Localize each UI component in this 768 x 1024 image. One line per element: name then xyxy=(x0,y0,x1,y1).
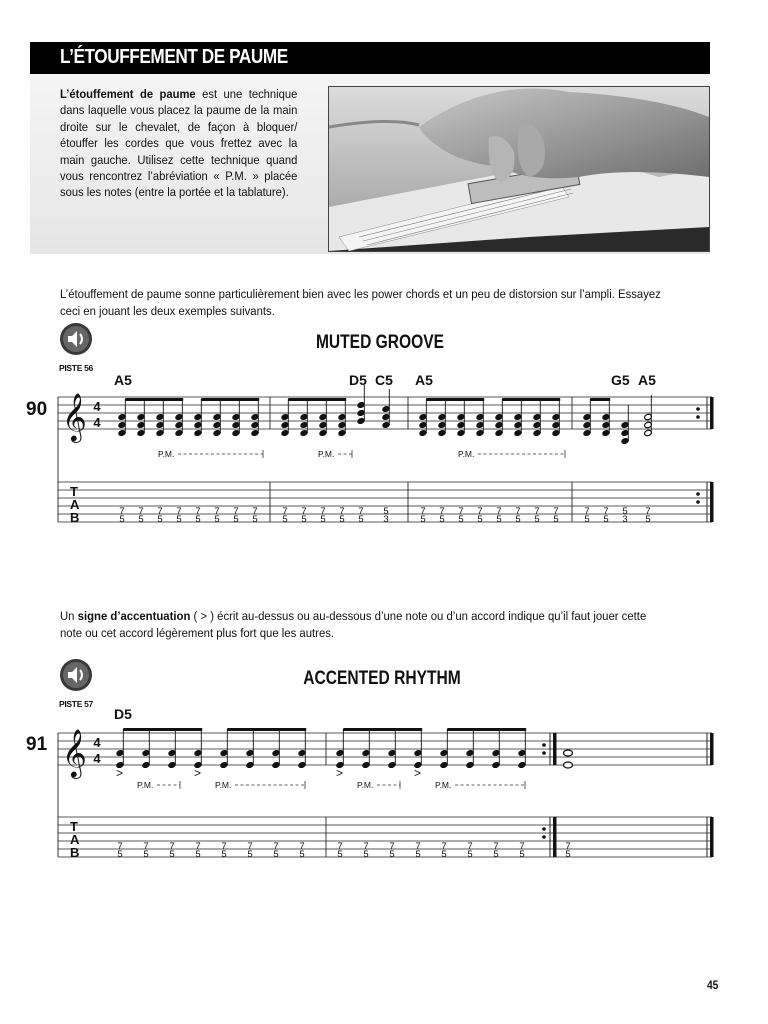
tab-number: 5 xyxy=(214,514,220,525)
tab-number: 5 xyxy=(496,514,502,525)
tab-number: 7 xyxy=(138,506,144,517)
tab-number: 7 xyxy=(515,506,521,517)
final-barline xyxy=(710,733,714,765)
tab-number: 5 xyxy=(358,514,364,525)
tab-number: 5 xyxy=(233,514,239,525)
final-barline xyxy=(710,817,714,857)
example-title-accented-rhythm: ACCENTED RHYTHM xyxy=(303,668,461,689)
tab-number: 5 xyxy=(169,849,175,860)
palm-mute-label: P.M. xyxy=(458,449,475,459)
tab-number: 5 xyxy=(247,849,253,860)
tab-number: 5 xyxy=(195,849,201,860)
tab-number: 5 xyxy=(584,514,590,525)
tab-number: 7 xyxy=(496,506,502,517)
tab-number: 7 xyxy=(467,841,473,852)
time-signature-top: 4 xyxy=(93,399,101,414)
chord-symbol: A5 xyxy=(415,372,433,388)
tab-number: 7 xyxy=(195,841,201,852)
track-label: PISTE 57 xyxy=(59,699,93,709)
accent-term: signe d’accentuation xyxy=(77,609,191,623)
tab-number: 7 xyxy=(195,506,201,517)
treble-clef-icon: 𝄞 xyxy=(62,729,87,776)
accent-mark: > xyxy=(336,766,344,780)
intro-bold-term: L’étouffement de paume xyxy=(60,87,196,101)
tab-number: 7 xyxy=(441,841,447,852)
tab-letter-a: A xyxy=(70,832,80,847)
example-number-91: 91 xyxy=(26,734,48,755)
tab-letter-t: T xyxy=(70,819,78,834)
intro-body: est une technique dans laquelle vous placez la paume de la main droite sur le chevalet, de façon à bloquer/étouffer les cordes que vous frettez avec la main gauche. Utilisez cette technique quand vous rencontrez l’abréviation « P.M. » placée sous les notes (entre la portée et la tablature). xyxy=(60,87,298,200)
section-title: L’ÉTOUFFEMENT DE PAUME xyxy=(60,46,288,68)
tab-number: 7 xyxy=(299,841,305,852)
chord-symbol: A5 xyxy=(114,372,132,388)
tab-number: 5 xyxy=(565,849,571,860)
tab-number: 5 xyxy=(252,514,258,525)
whole-note xyxy=(564,762,573,768)
tab-letter-t: T xyxy=(70,484,78,499)
tab-number: 7 xyxy=(252,506,258,517)
tab-number: 5 xyxy=(138,514,144,525)
repeat-dot xyxy=(542,835,546,839)
tab-number: 5 xyxy=(467,849,473,860)
tab-letter-b: B xyxy=(70,845,80,860)
tab-number: 5 xyxy=(339,514,345,525)
tab-number: 5 xyxy=(553,514,559,525)
tab-number: 5 xyxy=(383,506,389,517)
tab-number: 5 xyxy=(603,514,609,525)
chord-symbol: D5 xyxy=(349,372,367,388)
beam xyxy=(227,728,306,731)
tab-number: 7 xyxy=(420,506,426,517)
tab-number: 7 xyxy=(119,506,125,517)
tab-number: 3 xyxy=(622,514,628,525)
tab-number: 3 xyxy=(383,514,389,525)
beam xyxy=(343,728,422,731)
palm-mute-label: P.M. xyxy=(215,780,232,790)
repeat-barline xyxy=(553,817,557,857)
tab-number: 5 xyxy=(363,849,369,860)
accent-mark: > xyxy=(116,766,124,780)
paragraph-palm-mute-power-chords: L’étouffement de paume sonne particulièrement bien avec les power chords et un peu de distorsion sur l’ampli. Essayez ceci en jouant les deux exemples suivants. xyxy=(60,287,661,318)
repeat-dot xyxy=(542,827,546,831)
tab-number: 5 xyxy=(441,849,447,860)
example-number-90: 90 xyxy=(26,399,48,420)
tab-number: 5 xyxy=(320,514,326,525)
tab-number: 5 xyxy=(176,514,182,525)
tab-number: 5 xyxy=(282,514,288,525)
tab-number: 5 xyxy=(493,849,499,860)
tab-number: 5 xyxy=(439,514,445,525)
tab-number: 7 xyxy=(358,506,364,517)
tab-number: 5 xyxy=(337,849,343,860)
tab-number: 7 xyxy=(534,506,540,517)
tab-number: 7 xyxy=(439,506,445,517)
tab-number: 7 xyxy=(169,841,175,852)
tab-letter-b: B xyxy=(70,510,80,525)
tab-number: 5 xyxy=(622,506,628,517)
tab-letter-a: A xyxy=(70,497,80,512)
tab-number: 5 xyxy=(195,514,201,525)
tab-number: 7 xyxy=(339,506,345,517)
chord-symbol: G5 xyxy=(611,372,630,388)
paragraph-accent-sign: Un signe d’accentuation ( > ) écrit au-dessus ou au-dessous d’une note ou d’un accord indique qu’il faut jouer cette note ou cet accord légèrement plus fort que les autres. xyxy=(60,609,647,640)
accent-mark: > xyxy=(414,766,422,780)
beam xyxy=(447,728,526,731)
tab-number: 7 xyxy=(221,841,227,852)
tab-number: 5 xyxy=(143,849,149,860)
time-signature-top: 4 xyxy=(93,735,101,750)
tab-number: 5 xyxy=(420,514,426,525)
tab-number: 5 xyxy=(273,849,279,860)
example-title-muted-groove: MUTED GROOVE xyxy=(315,332,445,353)
palm-mute-label: P.M. xyxy=(435,780,452,790)
tab-number: 5 xyxy=(415,849,421,860)
chord-symbol: C5 xyxy=(375,372,393,388)
tab-number: 7 xyxy=(320,506,326,517)
palm-mute-label: P.M. xyxy=(158,449,175,459)
accent-mark: > xyxy=(194,766,202,780)
tab-number: 7 xyxy=(584,506,590,517)
tab-number: 7 xyxy=(477,506,483,517)
tab-number: 7 xyxy=(117,841,123,852)
tab-number: 7 xyxy=(247,841,253,852)
tab-number: 7 xyxy=(157,506,163,517)
whole-note xyxy=(564,750,573,756)
tab-number: 5 xyxy=(477,514,483,525)
tab-number: 5 xyxy=(645,514,651,525)
palm-mute-label: P.M. xyxy=(318,449,335,459)
page-number: 45 xyxy=(707,978,719,992)
tab-number: 7 xyxy=(143,841,149,852)
tab-number: 5 xyxy=(119,514,125,525)
tab-number: 7 xyxy=(493,841,499,852)
track-label: PISTE 56 xyxy=(59,363,93,373)
palm-mute-label: P.M. xyxy=(357,780,374,790)
beam xyxy=(123,728,202,731)
tab-number: 7 xyxy=(363,841,369,852)
tab-number: 5 xyxy=(515,514,521,525)
chord-symbol: A5 xyxy=(638,372,656,388)
tab-number: 5 xyxy=(389,849,395,860)
time-signature-bottom: 4 xyxy=(93,751,101,766)
tab-number: 7 xyxy=(565,841,571,852)
palm-mute-label: P.M. xyxy=(137,780,154,790)
tab-number: 7 xyxy=(301,506,307,517)
tab-number: 7 xyxy=(233,506,239,517)
time-signature-bottom: 4 xyxy=(93,415,101,430)
tab-number: 7 xyxy=(273,841,279,852)
tab-number: 5 xyxy=(221,849,227,860)
repeat-dot xyxy=(542,751,546,755)
tab-number: 7 xyxy=(519,841,525,852)
tab-number: 7 xyxy=(553,506,559,517)
tab-number: 5 xyxy=(301,514,307,525)
tab-number: 5 xyxy=(534,514,540,525)
tab-number: 7 xyxy=(389,841,395,852)
tab-number: 7 xyxy=(603,506,609,517)
tab-number: 7 xyxy=(337,841,343,852)
repeat-barline xyxy=(553,733,557,765)
tab-number: 7 xyxy=(176,506,182,517)
chord-symbol: D5 xyxy=(114,706,132,722)
tab-number: 7 xyxy=(645,506,651,517)
repeat-dot xyxy=(542,743,546,747)
tab-number: 5 xyxy=(157,514,163,525)
tab-number: 5 xyxy=(117,849,123,860)
tab-number: 5 xyxy=(458,514,464,525)
treble-clef-icon: 𝄞 xyxy=(62,393,87,440)
tab-number: 7 xyxy=(458,506,464,517)
tab-number: 7 xyxy=(415,841,421,852)
tab-number: 5 xyxy=(519,849,525,860)
tab-number: 7 xyxy=(214,506,220,517)
tab-number: 7 xyxy=(282,506,288,517)
tab-number: 5 xyxy=(299,849,305,860)
